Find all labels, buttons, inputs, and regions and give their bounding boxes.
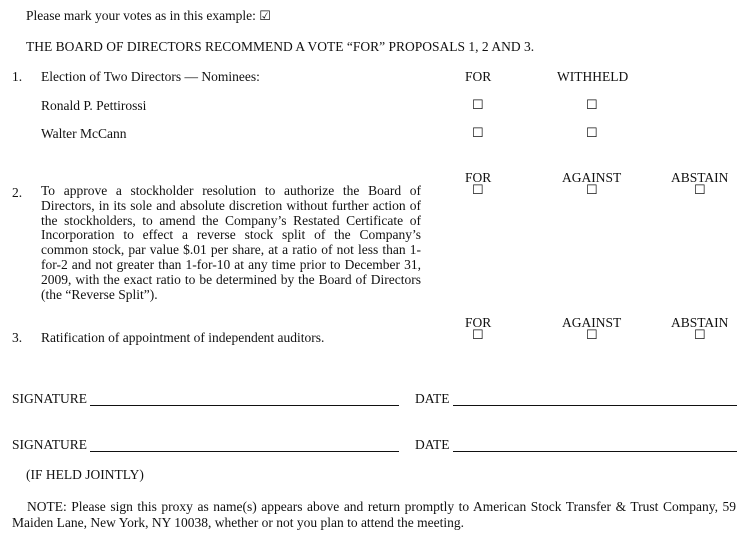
- proposal-3-text: Ratification of appointment of independent auditors.: [41, 330, 325, 345]
- nominee-1-withheld-checkbox[interactable]: ☐: [586, 97, 598, 112]
- nominee-name: Ronald P. Pettirossi: [41, 98, 147, 113]
- signature-line[interactable]: [90, 405, 399, 406]
- proposal-2-for-header: FOR: [465, 170, 492, 185]
- return-instructions-note: NOTE: Please sign this proxy as name(s) appears above and return promptly to American Stock Transfer & Trust Company, 59 Maiden Lane, New York, NY 10038, whether or not you plan to attend the meeting.: [12, 499, 736, 530]
- proposal-3-against-checkbox[interactable]: ☐: [586, 327, 598, 342]
- date-line[interactable]: [453, 405, 737, 406]
- proposal-1-for-header: FOR: [465, 69, 492, 84]
- proposal-2-text: To approve a stockholder resolution to authorize the Board of Directors, in its sole and absolute discretion without further action of the stockholders, to amend the Company’s Restated Certificate of Incorporation to effect a reverse stock split of the Company’s common stock, par value $.01 per share, at a ratio of not less than 1-for-2 and not greater than 1-for-10 at any time prior to December 31, 2009, with the exact ratio to be determined by the Board of Directors (the “Reverse Split”).: [41, 183, 421, 302]
- example-checked-box-icon: ☑: [259, 8, 271, 23]
- proposal-3-against-header: AGAINST: [562, 315, 622, 330]
- proposal-3-abstain-header: ABSTAIN: [671, 315, 729, 330]
- proposal-3-for-checkbox[interactable]: ☐: [472, 327, 484, 342]
- date-line-joint[interactable]: [453, 451, 737, 452]
- nominee-2-for-checkbox[interactable]: ☐: [472, 125, 484, 140]
- proposal-2-for-checkbox[interactable]: ☐: [472, 182, 484, 197]
- instruction-text: Please mark your votes as in this example: ☑: [26, 8, 271, 23]
- board-recommendation: THE BOARD OF DIRECTORS RECOMMEND A VOTE “FOR” PROPOSALS 1, 2 AND 3.: [26, 39, 535, 54]
- proposal-3-for-header: FOR: [465, 315, 492, 330]
- proposal-1-withheld-header: WITHHELD: [557, 69, 629, 84]
- nominee-1-for-checkbox[interactable]: ☐: [472, 97, 484, 112]
- proposal-2-against-header: AGAINST: [562, 170, 622, 185]
- signature-label-joint: SIGNATURE: [12, 437, 88, 452]
- proposal-3-abstain-checkbox[interactable]: ☐: [694, 327, 706, 342]
- proposal-2-abstain-header: ABSTAIN: [671, 170, 729, 185]
- signature-label: SIGNATURE: [12, 391, 88, 406]
- signature-line-joint[interactable]: [90, 451, 399, 452]
- date-label-joint: DATE: [415, 437, 450, 452]
- proposal-1-title: Election of Two Directors — Nominees:: [41, 69, 260, 84]
- proposal-2-against-checkbox[interactable]: ☐: [586, 182, 598, 197]
- proposal-3-number: 3.: [12, 330, 23, 345]
- proposal-1-number: 1.: [12, 69, 23, 84]
- proposal-2-abstain-checkbox[interactable]: ☐: [694, 182, 706, 197]
- nominee-2-withheld-checkbox[interactable]: ☐: [586, 125, 598, 140]
- held-jointly-note: (IF HELD JOINTLY): [26, 467, 144, 482]
- nominee-name: Walter McCann: [41, 126, 127, 141]
- date-label: DATE: [415, 391, 450, 406]
- proposal-2-number: 2.: [12, 185, 23, 200]
